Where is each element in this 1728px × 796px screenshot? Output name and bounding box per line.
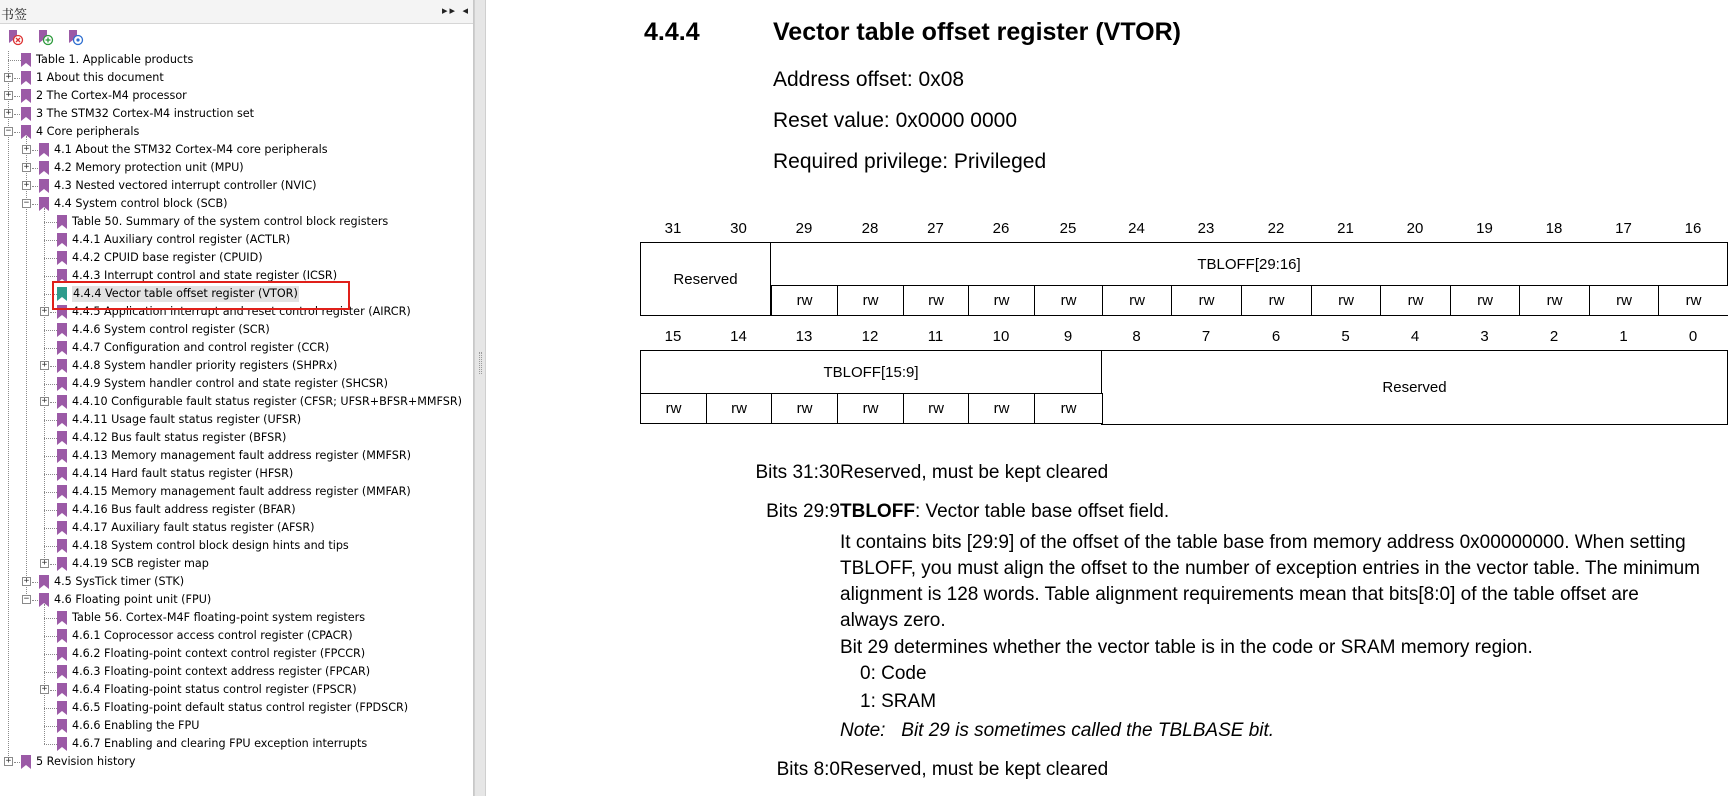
- bit-number: 0: [1688, 327, 1698, 345]
- bookmark-label: 4.4.7 Configuration and control register (CCR): [72, 341, 330, 354]
- bookmark-item[interactable]: [0, 537, 474, 555]
- bit-number: 16: [1684, 219, 1702, 237]
- bookmark-item[interactable]: [0, 501, 474, 519]
- bit-number: 27: [927, 219, 944, 237]
- bit-number: 11: [927, 327, 944, 345]
- expand-toggle-icon[interactable]: +: [5, 90, 12, 100]
- find-bookmark-icon[interactable]: [66, 29, 84, 47]
- bookmark-icon: [39, 179, 49, 193]
- tree-connector: [44, 348, 57, 349]
- bookmark-label: 4.6.5 Floating-point default status control register (FPDSCR): [72, 701, 409, 714]
- access-rw-cell: rw: [1519, 285, 1590, 316]
- bookmark-icon: [57, 413, 67, 427]
- bookmark-icon: [57, 251, 67, 265]
- bit-number: 17: [1615, 219, 1632, 237]
- access-rw-cell: rw: [1171, 285, 1242, 316]
- access-rw-cell: rw: [903, 393, 969, 424]
- reset-value: Reset value: 0x0000 0000: [773, 109, 1018, 132]
- bookmark-icon: [39, 143, 49, 157]
- tbloff-paragraph: It contains bits [29:9] of the offset of the table base from memory address 0x00000000. When setting TBLOFF, you must align the offset to the number of exception entries in the vector table. The minimum alignment is 128 words. Table alignment requirements mean that bits[8:0] of the table offset are always zero.: [840, 532, 1701, 631]
- bit-number: 8: [1132, 327, 1141, 345]
- tbloff-upper-field: TBLOFF[29:16]: [770, 242, 1728, 286]
- expand-toggle-icon[interactable]: +: [5, 108, 12, 118]
- bookmark-item[interactable]: [0, 393, 474, 411]
- bookmark-label: 4.4 System control block (SCB): [54, 197, 228, 210]
- bookmark-icon: [57, 611, 67, 625]
- bookmark-icon: [21, 755, 31, 769]
- bit-number: 12: [861, 327, 879, 345]
- bookmark-icon: [21, 53, 31, 67]
- tree-connector: [44, 672, 57, 673]
- bit-number: 9: [1063, 327, 1073, 345]
- bits-8-0-label: Bits 8:0: [776, 759, 840, 780]
- bookmark-item[interactable]: [0, 447, 474, 465]
- bookmark-label: 2 The Cortex-M4 processor: [36, 89, 187, 102]
- bookmark-icon: [57, 701, 67, 715]
- tree-connector: [44, 492, 57, 493]
- note: [840, 720, 1274, 742]
- bookmark-icon: [21, 89, 31, 103]
- bookmark-item[interactable]: [0, 213, 474, 231]
- access-rw-cell: rw: [968, 285, 1035, 316]
- bookmark-icon: [57, 485, 67, 499]
- bookmark-label: 4.4.2 CPUID base register (CPUID): [72, 251, 263, 264]
- access-rw-cell: rw: [968, 393, 1035, 424]
- bookmark-label: 4.4.6 System control register (SCR): [72, 323, 270, 336]
- bits-31-30-text: Reserved, must be kept cleared: [840, 462, 1109, 483]
- access-rw-cell: rw: [837, 393, 904, 424]
- bookmark-icon: [21, 71, 31, 85]
- bookmark-icon: [57, 341, 67, 355]
- bookmark-label: 1 About this document: [36, 71, 164, 84]
- bookmark-label: 4.4.18 System control block design hints and tips: [72, 539, 349, 552]
- bookmark-icon: [39, 593, 49, 607]
- bookmark-icon: [57, 647, 67, 661]
- bit-number: 20: [1406, 219, 1424, 237]
- access-rw-cell: rw: [1241, 285, 1312, 316]
- bit-number: 10: [992, 327, 1010, 345]
- expand-toggle-icon[interactable]: +: [23, 144, 30, 154]
- access-rw-cell: rw: [771, 393, 838, 424]
- expand-toggle-icon[interactable]: +: [41, 684, 48, 694]
- tree-connector: [44, 438, 57, 439]
- tree-connector: [44, 258, 57, 259]
- bookmark-icon: [57, 215, 67, 229]
- selection-highlight-box: [52, 281, 350, 310]
- tree-connector: [44, 384, 57, 385]
- splitter-grip[interactable]: [479, 352, 482, 374]
- bookmark-icon: [57, 557, 67, 571]
- bit-number: 7: [1201, 327, 1211, 345]
- bookmark-label: 4.5 SysTick timer (STK): [54, 575, 185, 588]
- bookmark-icon: [39, 197, 49, 211]
- bit-number: 14: [730, 327, 747, 345]
- access-rw-cell: rw: [1380, 285, 1451, 316]
- bookmark-label: 4.4.17 Auxiliary fault status register (AFSR): [72, 521, 315, 534]
- bookmark-label: Table 1. Applicable products: [36, 53, 194, 66]
- bits-8-0-text: Reserved, must be kept cleared: [840, 759, 1109, 780]
- bit-number: 25: [1059, 219, 1077, 237]
- expand-toggle-icon[interactable]: +: [41, 360, 48, 370]
- bookmark-item[interactable]: [0, 321, 474, 339]
- bookmark-label: 4.4.3 Interrupt control and state register (ICSR): [72, 269, 338, 282]
- tree-connector: [44, 276, 57, 277]
- bookmark-icon: [39, 575, 49, 589]
- bit-number: 30: [730, 219, 747, 237]
- expand-toggle-icon[interactable]: +: [41, 306, 48, 316]
- bit-number: 28: [861, 219, 879, 237]
- access-rw-cell: rw: [640, 393, 707, 424]
- note-text: Bit 29 is sometimes called the TBLBASE bit.: [901, 720, 1275, 741]
- tbloff-field-desc: : Vector table base offset field.: [914, 501, 1170, 522]
- bit-number: 19: [1476, 219, 1493, 237]
- bookmark-label: 4.4.8 System handler priority registers (SHPRx): [72, 359, 338, 372]
- bookmark-item[interactable]: [0, 69, 474, 87]
- bookmark-label: 4.2 Memory protection unit (MPU): [54, 161, 244, 174]
- access-rw-cell: rw: [1102, 285, 1172, 316]
- bookmark-label: 4.4.14 Hard fault status register (HFSR): [72, 467, 294, 480]
- panel-splitter[interactable]: [474, 0, 486, 796]
- access-rw-cell: rw: [1034, 393, 1103, 424]
- bookmark-icon: [57, 395, 67, 409]
- bookmarks-toolbar: [0, 26, 474, 52]
- tree-connector: [44, 456, 57, 457]
- bookmark-label: 4.6.2 Floating-point context control register (FPCCR): [72, 647, 366, 660]
- bookmark-label: 4.4.5 Application interrupt and reset control register (AIRCR): [72, 305, 411, 318]
- tree-connector: [44, 222, 57, 223]
- bookmark-item[interactable]: [0, 735, 474, 753]
- bookmark-item[interactable]: [0, 159, 474, 177]
- address-offset: Address offset: 0x08: [773, 68, 965, 91]
- bookmark-icon: [57, 521, 67, 535]
- expand-toggle-icon[interactable]: +: [41, 558, 48, 568]
- access-rw-cell: rw: [1034, 285, 1103, 316]
- access-rw-cell: rw: [1450, 285, 1520, 316]
- tree-connector: [44, 546, 57, 547]
- bookmark-icon: [39, 161, 49, 175]
- bookmark-icon: [57, 719, 67, 733]
- tbloff-lower-field: TBLOFF[15:9]: [640, 350, 1102, 394]
- bookmark-item[interactable]: [0, 627, 474, 645]
- bookmark-item[interactable]: [0, 375, 474, 393]
- tree-connector: [44, 654, 57, 655]
- bookmark-label: 4.6.4 Floating-point status control register (FPSCR): [72, 683, 357, 696]
- tree-connector: [44, 708, 57, 709]
- bits-31-30-label: Bits 31:30: [755, 462, 840, 483]
- access-rw-cell: rw: [706, 393, 772, 424]
- tree-connector: [44, 726, 57, 727]
- bookmark-item[interactable]: [0, 411, 474, 429]
- section-number: 4.4.4: [644, 18, 700, 46]
- tree-connector: [44, 420, 57, 421]
- bit-number: 4: [1410, 327, 1420, 345]
- document-page: [486, 0, 1728, 796]
- bit-number: 6: [1271, 327, 1281, 345]
- bookmark-icon: [57, 359, 67, 373]
- section-title: Vector table offset register (VTOR): [773, 18, 1181, 46]
- bookmark-icon: [57, 431, 67, 445]
- collapse-toggle-icon[interactable]: −: [23, 198, 30, 208]
- bit-number: 15: [664, 327, 682, 345]
- bits-29-9-text: [840, 501, 1169, 523]
- bookmark-icon: [57, 665, 67, 679]
- bookmark-label: 5 Revision history: [36, 755, 136, 768]
- bookmark-label: 3 The STM32 Cortex-M4 instruction set: [36, 107, 255, 120]
- tree-connector: [44, 618, 57, 619]
- bookmark-label: 4 Core peripherals: [36, 125, 140, 138]
- bit29-paragraph: Bit 29 determines whether the vector table is in the code or SRAM memory region.: [840, 637, 1533, 658]
- bookmark-icon: [57, 683, 67, 697]
- bookmark-label: 4.4.1 Auxiliary control register (ACTLR): [72, 233, 291, 246]
- access-rw-cell: rw: [1658, 285, 1728, 316]
- bookmark-icon: [21, 107, 31, 121]
- bookmark-item[interactable]: [0, 357, 474, 375]
- bookmark-icon: [57, 467, 67, 481]
- required-privilege: Required privilege: Privileged: [773, 150, 1047, 173]
- bookmark-item[interactable]: [0, 249, 474, 267]
- bit-number: 5: [1341, 327, 1350, 345]
- access-rw-cell: rw: [1311, 285, 1381, 316]
- bookmark-icon: [57, 737, 67, 751]
- bookmark-label: 4.4.4 Vector table offset register (VTOR): [73, 287, 298, 300]
- bookmark-item[interactable]: [0, 609, 474, 627]
- bookmark-label: 4.4.19 SCB register map: [72, 557, 209, 570]
- bit-number: 29: [795, 219, 813, 237]
- bookmark-icon: [57, 503, 67, 517]
- collapse-toggle-icon[interactable]: −: [23, 594, 30, 604]
- bookmark-item[interactable]: [0, 141, 474, 159]
- bookmark-item[interactable]: [0, 681, 474, 699]
- expand-toggle-icon[interactable]: +: [5, 756, 12, 766]
- bit-number: 2: [1549, 327, 1559, 345]
- tree-connector: [44, 510, 57, 511]
- bookmark-label: 4.4.9 System handler control and state register (SHCSR): [72, 377, 389, 390]
- expand-toggle-icon[interactable]: +: [23, 162, 30, 172]
- bit-number: 1: [1619, 327, 1628, 345]
- tree-connector: [44, 744, 57, 745]
- bookmark-icon: [57, 377, 67, 391]
- bookmark-icon: [57, 629, 67, 643]
- bookmark-label: 4.3 Nested vectored interrupt controller (NVIC): [54, 179, 317, 192]
- bookmark-item[interactable]: [0, 699, 474, 717]
- bookmark-label: 4.6.3 Floating-point context address register (FPCAR): [72, 665, 371, 678]
- tree-connector: [44, 240, 57, 241]
- tree-connector: [44, 636, 57, 637]
- bookmark-label: 4.4.15 Memory management fault address register (MMFAR): [72, 485, 411, 498]
- bookmark-item[interactable]: [0, 465, 474, 483]
- bit-number: 21: [1337, 219, 1354, 237]
- expand-toggle-icon[interactable]: +: [23, 576, 30, 586]
- expand-toggle-icon[interactable]: +: [23, 180, 30, 190]
- bookmark-item[interactable]: [0, 87, 474, 105]
- bookmark-item[interactable]: [0, 231, 474, 249]
- bookmark-item[interactable]: [0, 753, 474, 771]
- expand-bookmark-icon[interactable]: [36, 29, 54, 47]
- tbloff-field-name: TBLOFF: [840, 501, 915, 522]
- bit-number: 31: [664, 219, 682, 237]
- bookmark-icon: [57, 323, 67, 337]
- bookmark-label: Table 50. Summary of the system control block registers: [72, 215, 389, 228]
- bit-number: 3: [1480, 327, 1489, 345]
- bookmark-item[interactable]: [0, 573, 474, 591]
- access-rw-cell: rw: [771, 285, 838, 316]
- bookmark-item[interactable]: [0, 555, 474, 573]
- bookmark-item[interactable]: [0, 51, 474, 69]
- bookmark-label: 4.4.13 Memory management fault address register (MMFSR): [72, 449, 411, 462]
- tree-connector: [44, 474, 57, 475]
- bookmark-icon: [57, 233, 67, 247]
- bookmark-label: 4.6.1 Coprocessor access control register (CPACR): [72, 629, 353, 642]
- expand-toggle-icon[interactable]: +: [5, 72, 12, 82]
- bookmark-item[interactable]: [0, 105, 474, 123]
- bookmark-icon: [57, 539, 67, 553]
- bookmark-item[interactable]: [0, 195, 474, 213]
- access-rw-cell: rw: [837, 285, 904, 316]
- bookmark-label: 4.4.11 Usage fault status register (UFSR): [72, 413, 302, 426]
- bookmark-icon: [57, 449, 67, 463]
- bit-number: 23: [1197, 219, 1215, 237]
- option-code: 0: Code: [860, 663, 927, 684]
- tree-connector: [44, 528, 57, 529]
- lower-reserved-field: Reserved: [1101, 350, 1728, 425]
- delete-bookmark-icon[interactable]: [6, 29, 24, 47]
- bits-29-9-label: Bits 29:9: [766, 501, 840, 522]
- bookmark-label: 4.6.7 Enabling and clearing FPU exception interrupts: [72, 737, 368, 750]
- bit-number: 22: [1267, 219, 1285, 237]
- option-sram: 1: SRAM: [860, 691, 937, 712]
- bookmark-item[interactable]: [0, 645, 474, 663]
- bit-number: 26: [992, 219, 1010, 237]
- expand-toggle-icon[interactable]: +: [41, 396, 48, 406]
- tree-connector: [44, 330, 57, 331]
- bookmark-item[interactable]: [0, 519, 474, 537]
- bookmark-icon: [21, 125, 31, 139]
- bit-number: 13: [795, 327, 813, 345]
- bookmark-label: 4.6 Floating point unit (FPU): [54, 593, 212, 606]
- access-rw-cell: rw: [1589, 285, 1659, 316]
- bit-number: 24: [1128, 219, 1145, 237]
- bookmark-item[interactable]: [0, 483, 474, 501]
- panel-collapse-buttons[interactable]: ▸▸ ◂: [441, 4, 470, 17]
- bookmark-label: 4.6.6 Enabling the FPU: [72, 719, 200, 732]
- bookmark-item[interactable]: [0, 717, 474, 735]
- bookmarks-panel-title: 书签: [1, 8, 28, 23]
- bit-number: 18: [1545, 219, 1563, 237]
- bookmark-item[interactable]: [0, 591, 474, 609]
- bookmark-item[interactable]: [0, 429, 474, 447]
- bookmark-label: 4.4.12 Bus fault status register (BFSR): [72, 431, 287, 444]
- bookmark-label: 4.4.16 Bus fault address register (BFAR): [72, 503, 296, 516]
- note-label: Note:: [840, 720, 886, 741]
- bookmarks-panel: [0, 0, 474, 796]
- bookmark-item[interactable]: [0, 663, 474, 681]
- collapse-toggle-icon[interactable]: −: [5, 126, 12, 136]
- access-rw-cell: rw: [903, 285, 969, 316]
- bookmark-label: 4.1 About the STM32 Cortex-M4 core peripherals: [54, 143, 328, 156]
- bookmark-label: 4.4.10 Configurable fault status register (CFSR; UFSR+BFSR+MMFSR): [72, 395, 463, 408]
- bookmark-label: Table 56. Cortex-M4F floating-point system registers: [72, 611, 366, 624]
- tree-connector: [8, 60, 21, 61]
- bookmark-item[interactable]: [0, 339, 474, 357]
- bookmark-item[interactable]: [0, 177, 474, 195]
- bookmark-item[interactable]: [0, 123, 474, 141]
- upper-reserved-field: Reserved: [640, 242, 771, 316]
- bookmarks-panel-header: [0, 0, 474, 24]
